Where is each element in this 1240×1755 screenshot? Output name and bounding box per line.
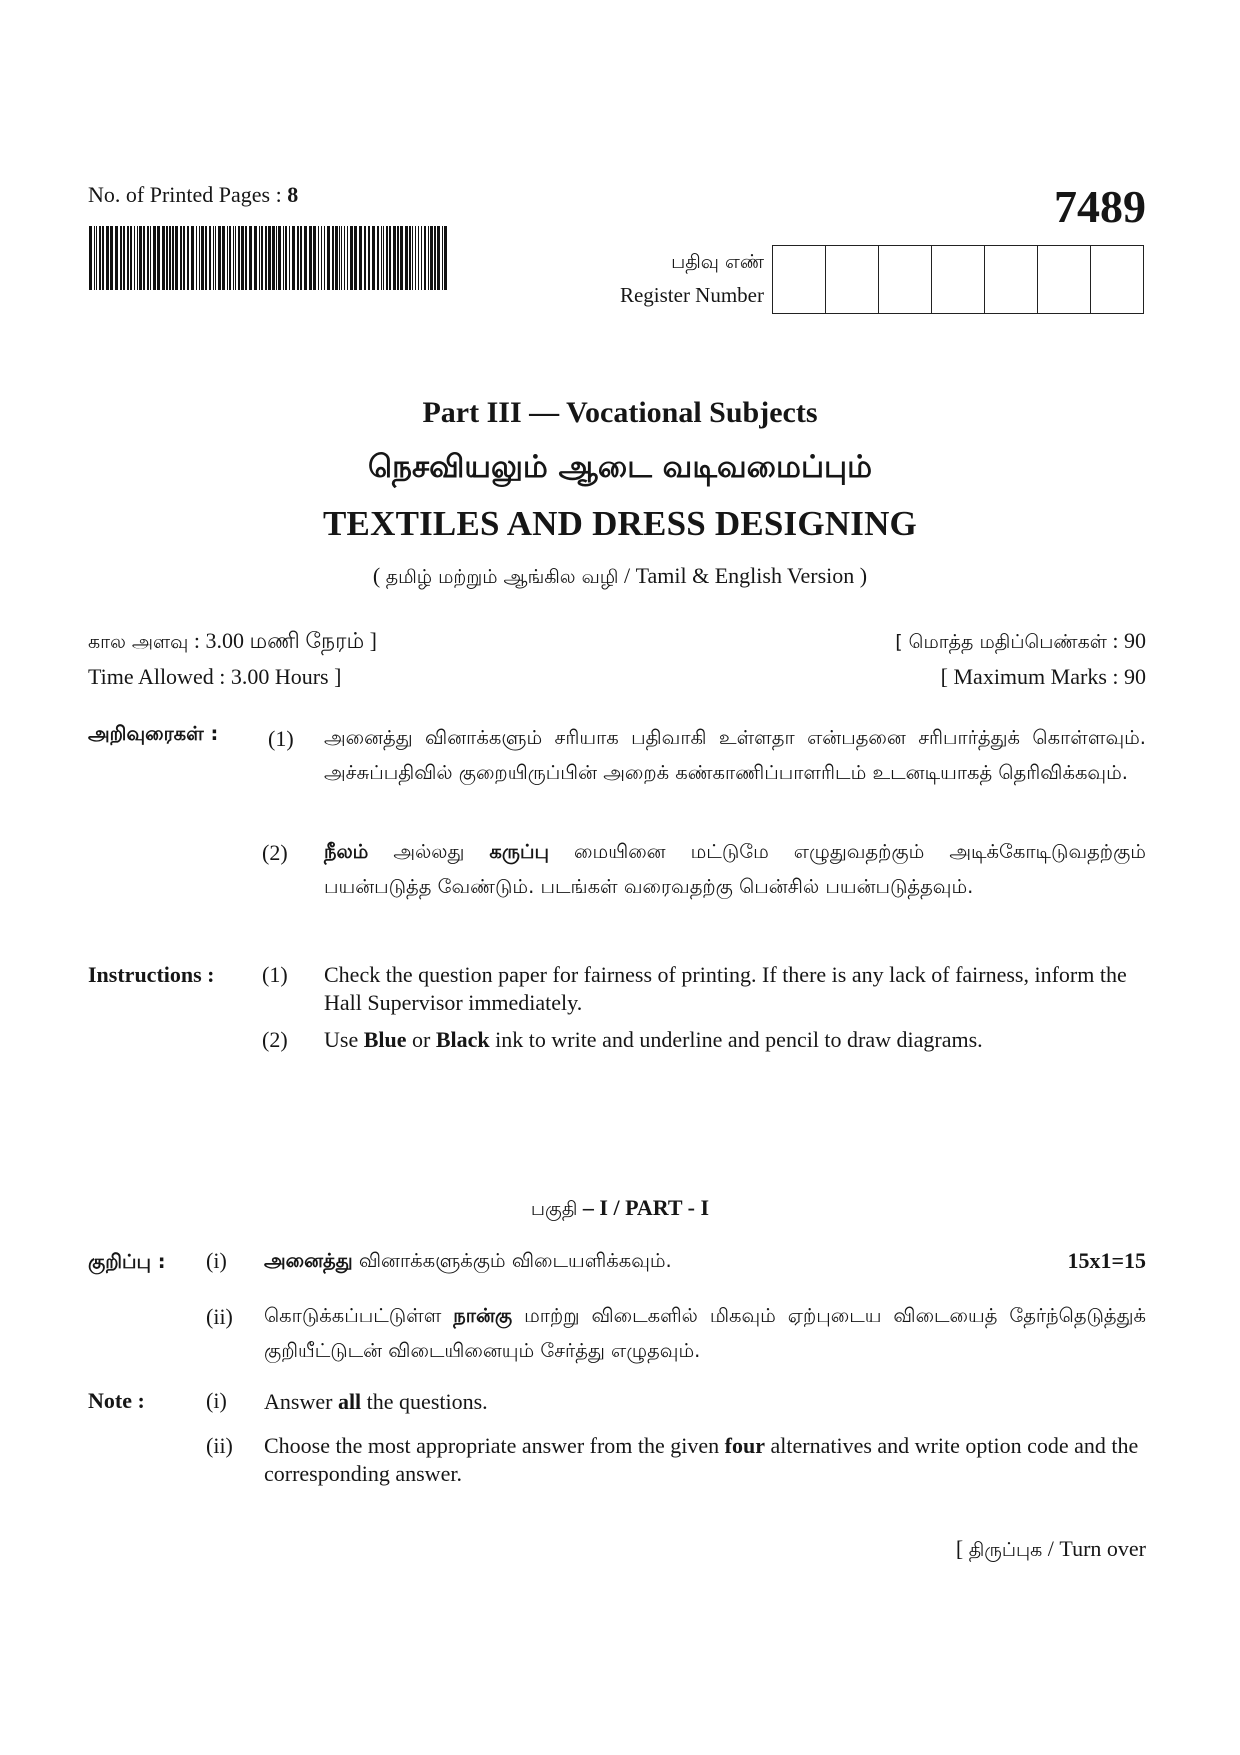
barcode-bar xyxy=(444,226,447,290)
time-tamil xyxy=(88,628,377,657)
barcode-bar xyxy=(227,226,228,290)
marks-english: [ Maximum Marks : 90 xyxy=(940,664,1146,689)
barcode-bar xyxy=(175,226,178,290)
barcode-bar xyxy=(166,226,168,290)
note-tamil-2-text xyxy=(264,1298,1146,1368)
part-title: Part III — Vocational Subjects xyxy=(422,396,818,429)
barcode-bar xyxy=(205,226,207,290)
printed-pages xyxy=(88,182,298,208)
barcode-bar xyxy=(393,226,396,290)
version-english: / Tamil & English Version ) xyxy=(618,563,868,588)
barcode-bar xyxy=(218,226,221,290)
or-tamil: அல்லது xyxy=(368,840,490,863)
barcode-bar xyxy=(94,226,95,290)
marks-tamil-value: : 90 xyxy=(1106,628,1146,653)
barcode-bar xyxy=(332,226,334,290)
barcode-bar xyxy=(259,226,260,290)
barcode-bar xyxy=(397,226,399,290)
turn-over xyxy=(956,1536,1146,1564)
all-tamil: அனைத்து xyxy=(264,1249,353,1272)
barcode-bar xyxy=(150,226,151,290)
barcode-bar xyxy=(143,226,145,290)
note-english-label: Note : xyxy=(88,1388,145,1413)
turn-over-tamil: திருப்புக xyxy=(968,1539,1043,1561)
register-number-grid[interactable] xyxy=(772,245,1144,314)
register-label-tamil: பதிவு எண் xyxy=(671,251,764,273)
register-digit-box[interactable] xyxy=(825,246,878,313)
barcode-bar xyxy=(321,226,322,290)
barcode-bar xyxy=(400,226,403,290)
barcode-bar xyxy=(139,226,142,290)
or-english: or xyxy=(406,1027,436,1052)
barcode-bar xyxy=(278,226,281,290)
barcode-bar xyxy=(430,226,433,290)
instruction-tamil-1-num: (1) xyxy=(268,726,294,751)
barcode-bar xyxy=(434,226,436,290)
part-one-marks: 15x1=15 xyxy=(1067,1248,1146,1273)
note-english-2-num: (ii) xyxy=(206,1433,233,1458)
note-english-1-rest: the questions. xyxy=(361,1389,488,1414)
barcode-bar xyxy=(339,226,340,290)
barcode-bar xyxy=(196,226,197,290)
time-tamil-label: கால அளவு xyxy=(88,631,189,653)
barcode-bar xyxy=(344,226,345,290)
paper-code: 7489 xyxy=(1054,181,1146,232)
barcode-bar xyxy=(120,226,122,290)
marks-tamil-label: [ மொத்த மதிப்பெண்கள் xyxy=(895,631,1107,653)
barcode-bar xyxy=(285,226,287,290)
barcode-bar xyxy=(245,226,247,290)
barcode-bar xyxy=(127,226,129,290)
note-english-1-text xyxy=(264,1388,1146,1416)
barcode-bar xyxy=(215,226,216,290)
instruction-tamil-2-num: (2) xyxy=(262,840,288,865)
barcode-bar xyxy=(241,226,244,290)
part-one-heading xyxy=(0,1195,1240,1223)
barcode-bar xyxy=(381,226,382,290)
barcode-bar xyxy=(102,226,104,290)
instruction-english-2-text xyxy=(324,1026,1146,1054)
barcode-bar xyxy=(99,226,101,290)
barcode-bar xyxy=(249,226,252,290)
barcode-bar xyxy=(276,226,277,290)
barcode-bar xyxy=(442,226,443,290)
barcode-bar xyxy=(183,226,185,290)
barcode-bar xyxy=(222,226,225,290)
barcode-bar xyxy=(292,226,295,290)
all-english: all xyxy=(337,1389,362,1414)
time-marks-english xyxy=(88,664,1146,690)
marks-tamil xyxy=(895,628,1146,657)
barcode-bar xyxy=(405,226,408,290)
barcode-bar xyxy=(347,226,348,290)
barcode-bar xyxy=(261,226,263,290)
version-open: ( xyxy=(372,563,386,588)
barcode xyxy=(89,226,447,290)
instruction-english-1-num: (1) xyxy=(262,962,288,987)
barcode-bar xyxy=(137,226,138,290)
note-english-2-pre: Choose the most appropriate answer from the given xyxy=(264,1433,725,1458)
barcode-bar xyxy=(412,226,413,290)
note-tamil-2-pre: கொடுக்கப்பட்டுள்ள xyxy=(264,1304,454,1327)
register-digit-box[interactable] xyxy=(1037,246,1090,313)
ink-blue-english: Blue xyxy=(363,1027,407,1052)
register-digit-box[interactable] xyxy=(931,246,984,313)
barcode-bar xyxy=(304,226,307,290)
turn-over-open: [ xyxy=(955,1536,969,1561)
barcode-bar xyxy=(289,226,290,290)
barcode-bar xyxy=(415,226,416,290)
part-heading-english: – I / PART - I xyxy=(577,1195,710,1220)
barcode-bar xyxy=(265,226,267,290)
barcode-bar xyxy=(418,226,419,290)
barcode-bar xyxy=(389,226,391,290)
note-tamil-1-text xyxy=(264,1243,980,1278)
register-number-labels xyxy=(620,246,764,312)
barcode-bar xyxy=(201,226,204,290)
barcode-bar xyxy=(123,226,125,290)
barcode-bar xyxy=(106,226,109,290)
barcode-bar xyxy=(313,226,316,290)
part-heading-tamil: பகுதி xyxy=(530,1198,578,1220)
barcode-bar xyxy=(309,226,312,290)
barcode-bar xyxy=(272,226,275,290)
barcode-bar xyxy=(229,226,231,290)
barcode-bar xyxy=(254,226,257,290)
version-tamil: தமிழ் மற்றும் ஆங்கில வழி xyxy=(385,566,619,588)
barcode-bar xyxy=(110,226,113,290)
barcode-bar xyxy=(238,226,240,290)
note-tamil-2-num: (ii) xyxy=(206,1304,233,1329)
instruction-english-2-num: (2) xyxy=(262,1027,288,1052)
barcode-bar xyxy=(377,226,379,290)
instruction-tamil-2-text xyxy=(324,834,1146,904)
barcode-bar xyxy=(191,226,194,290)
register-digit-box[interactable] xyxy=(984,246,1037,313)
barcode-bar xyxy=(372,226,375,290)
barcode-bar xyxy=(233,226,234,290)
barcode-bar xyxy=(153,226,156,290)
barcode-bar xyxy=(283,226,284,290)
answer-text: Answer xyxy=(264,1389,338,1414)
barcode-bar xyxy=(187,226,189,290)
barcode-bar xyxy=(235,226,236,290)
subject-title-english: TEXTILES AND DRESS DESIGNING xyxy=(323,504,917,543)
ink-blue-tamil: நீலம் xyxy=(324,840,369,863)
instructions-english-label: Instructions : xyxy=(88,962,215,987)
barcode-bar xyxy=(437,226,440,290)
barcode-bar xyxy=(162,226,165,290)
barcode-bar xyxy=(364,226,366,290)
subject-title-tamil: நெசவியலும் ஆடை வடிவமைப்பும் xyxy=(367,449,873,485)
turn-over-english: / Turn over xyxy=(1042,1536,1146,1561)
instructions-tamil-label: அறிவுரைகள் : xyxy=(88,722,219,745)
register-label-english: Register Number xyxy=(619,283,764,307)
barcode-bar xyxy=(368,226,370,290)
barcode-bar xyxy=(169,226,171,290)
barcode-bar xyxy=(354,226,357,290)
instruction-tamil-1-text: அனைத்து வினாக்களும் சரியாக பதிவாகி உள்ளதா என்பதனை சரிபார்த்துக் கொள்ளவும். அச்சுப்பதிவில் குறையிருப்பின் அறைக் கண்காணிப்பாளரிடம் உடனடியாகத் தெரிவிக்கவும். xyxy=(324,726,1146,784)
barcode-bar xyxy=(421,226,422,290)
ink-black-english: Black xyxy=(435,1027,490,1052)
barcode-bar xyxy=(327,226,330,290)
barcode-bar xyxy=(297,226,299,290)
barcode-bar xyxy=(199,226,200,290)
version-line xyxy=(0,563,1240,591)
barcode-bar xyxy=(409,226,411,290)
note-english-2-text xyxy=(264,1432,1146,1488)
barcode-bar xyxy=(350,226,353,290)
barcode-bar xyxy=(209,226,211,290)
barcode-bar xyxy=(180,226,182,290)
printed-pages-label: No. of Printed Pages : xyxy=(88,182,288,207)
instruction-english-1-text: Check the question paper for fairness of printing. If there is any lack of fairness, inform the Hall Supervisor immediately. xyxy=(324,962,1127,1015)
printed-pages-value: 8 xyxy=(287,182,299,207)
barcode-bar xyxy=(268,226,271,290)
register-digit-box[interactable] xyxy=(1090,246,1143,313)
barcode-bar xyxy=(359,226,362,290)
barcode-bar xyxy=(130,226,132,290)
barcode-bar xyxy=(115,226,118,290)
barcode-bar xyxy=(89,226,92,290)
barcode-bar xyxy=(424,226,426,290)
barcode-bar xyxy=(335,226,338,290)
time-marks-tamil xyxy=(88,628,1146,657)
barcode-bar xyxy=(300,226,302,290)
barcode-bar xyxy=(147,226,149,290)
barcode-bar xyxy=(213,226,214,290)
use-text: Use xyxy=(324,1027,364,1052)
barcode-bar xyxy=(318,226,319,290)
time-tamil-value: : 3.00 மணி நேரம் ] xyxy=(188,628,378,653)
barcode-bar xyxy=(134,226,135,290)
barcode-bar xyxy=(324,226,325,290)
barcode-bar xyxy=(172,226,174,290)
barcode-bar xyxy=(157,226,160,290)
four-english: four xyxy=(724,1433,765,1458)
barcode-bar xyxy=(428,226,429,290)
note-tamil-1-rest: வினாக்களுக்கும் விடையளிக்கவும். xyxy=(352,1249,672,1272)
barcode-bar xyxy=(96,226,97,290)
note-tamil-label: குறிப்பு : xyxy=(88,1250,166,1273)
note-english-1-num: (i) xyxy=(206,1388,227,1413)
instruction-tamil-2-rest: மையினை மட்டுமே எழுதுவதற்கும் அடிக்கோடிடுவதற்கும் பயன்படுத்த வேண்டும். படங்கள் வரைவதற்கு பென்சில் பயன்படுத்தவும். xyxy=(324,840,1146,898)
register-digit-box[interactable] xyxy=(773,246,825,313)
barcode-bar xyxy=(386,226,388,290)
ink-black-tamil: கருப்பு xyxy=(489,840,549,863)
note-tamil-2-rest: மாற்று விடைகளில் மிகவும் ஏற்புடைய விடையைத் தேர்ந்தெடுத்துக் குறியீட்டுடன் விடையினையும் சேர்த்து எழுதவும். xyxy=(264,1304,1147,1362)
four-tamil: நான்கு xyxy=(453,1304,513,1327)
time-english: Time Allowed : 3.00 Hours ] xyxy=(88,664,342,689)
note-tamil-1-num: (i) xyxy=(206,1248,227,1273)
instruction-english-2-rest: ink to write and underline and pencil to draw diagrams. xyxy=(489,1027,983,1052)
barcode-bar xyxy=(341,226,342,290)
note-english-2-rest: alternatives and write option code and the corresponding answer. xyxy=(264,1433,1139,1486)
register-digit-box[interactable] xyxy=(878,246,931,313)
barcode-bar xyxy=(383,226,384,290)
